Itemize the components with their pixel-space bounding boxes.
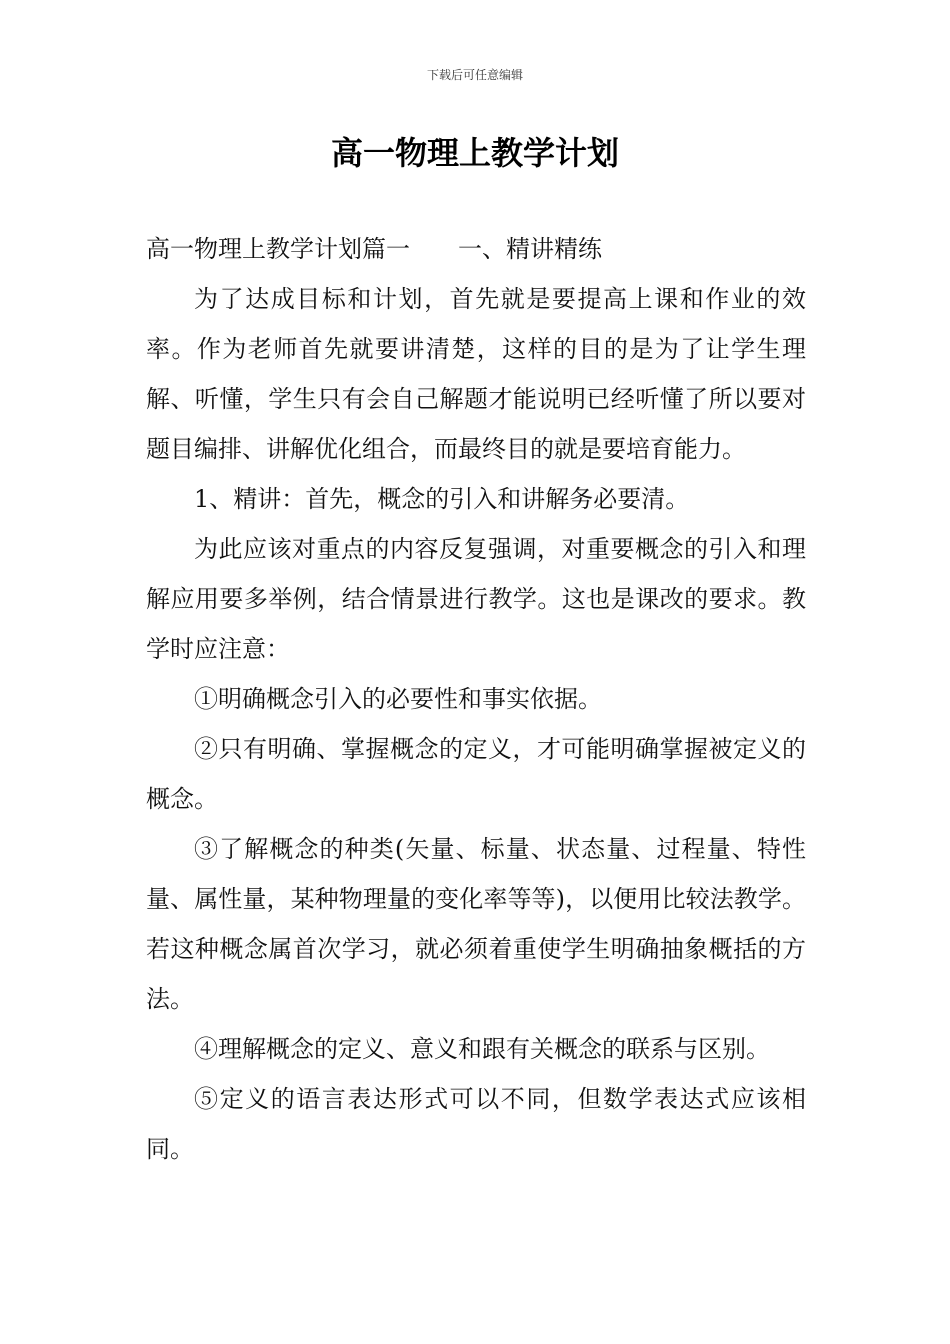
paragraph: ③了解概念的种类(矢量、标量、状态量、过程量、特性量、属性量，某种物理量的变化率等等)，以便用比较法教学。若这种概念属首次学习，就必须着重使学生明确抽象概括的方法。 [146, 835, 806, 1013]
document-title: 高一物理上教学计划 [330, 134, 619, 172]
paragraph: 为此应该对重点的内容反复强调，对重要概念的引入和理解应用要多举例，结合情景进行教学。这也是课改的要求。教学时应注意： [146, 535, 806, 663]
paragraph: ①明确概念引入的必要性和事实依据。 [194, 685, 602, 713]
section-heading: 一、精讲精练 [458, 235, 602, 263]
paragraph: ②只有明确、掌握概念的定义，才可能明确掌握被定义的概念。 [146, 735, 806, 813]
document-body [146, 224, 806, 1174]
paragraph: ④理解概念的定义、意义和跟有关概念的联系与区别。 [194, 1035, 770, 1063]
paragraph: 为了达成目标和计划，首先就是要提高上课和作业的效率。作为老师首先就要讲清楚，这样的目的是为了让学生理解、听懂，学生只有会自己解题才能说明已经听懂了所以要对题目编排、讲解优化组合，而最终目的就是要培育能力。 [146, 285, 806, 463]
paragraph: 1、精讲：首先，概念的引入和讲解务必要清。 [194, 485, 690, 513]
intro-lead: 高一物理上教学计划篇一 [146, 235, 410, 263]
header-note: 下载后可任意编辑 [426, 68, 523, 82]
paragraph: ⑤定义的语言表达形式可以不同，但数学表达式应该相同。 [146, 1085, 806, 1163]
intro-line [146, 224, 806, 274]
